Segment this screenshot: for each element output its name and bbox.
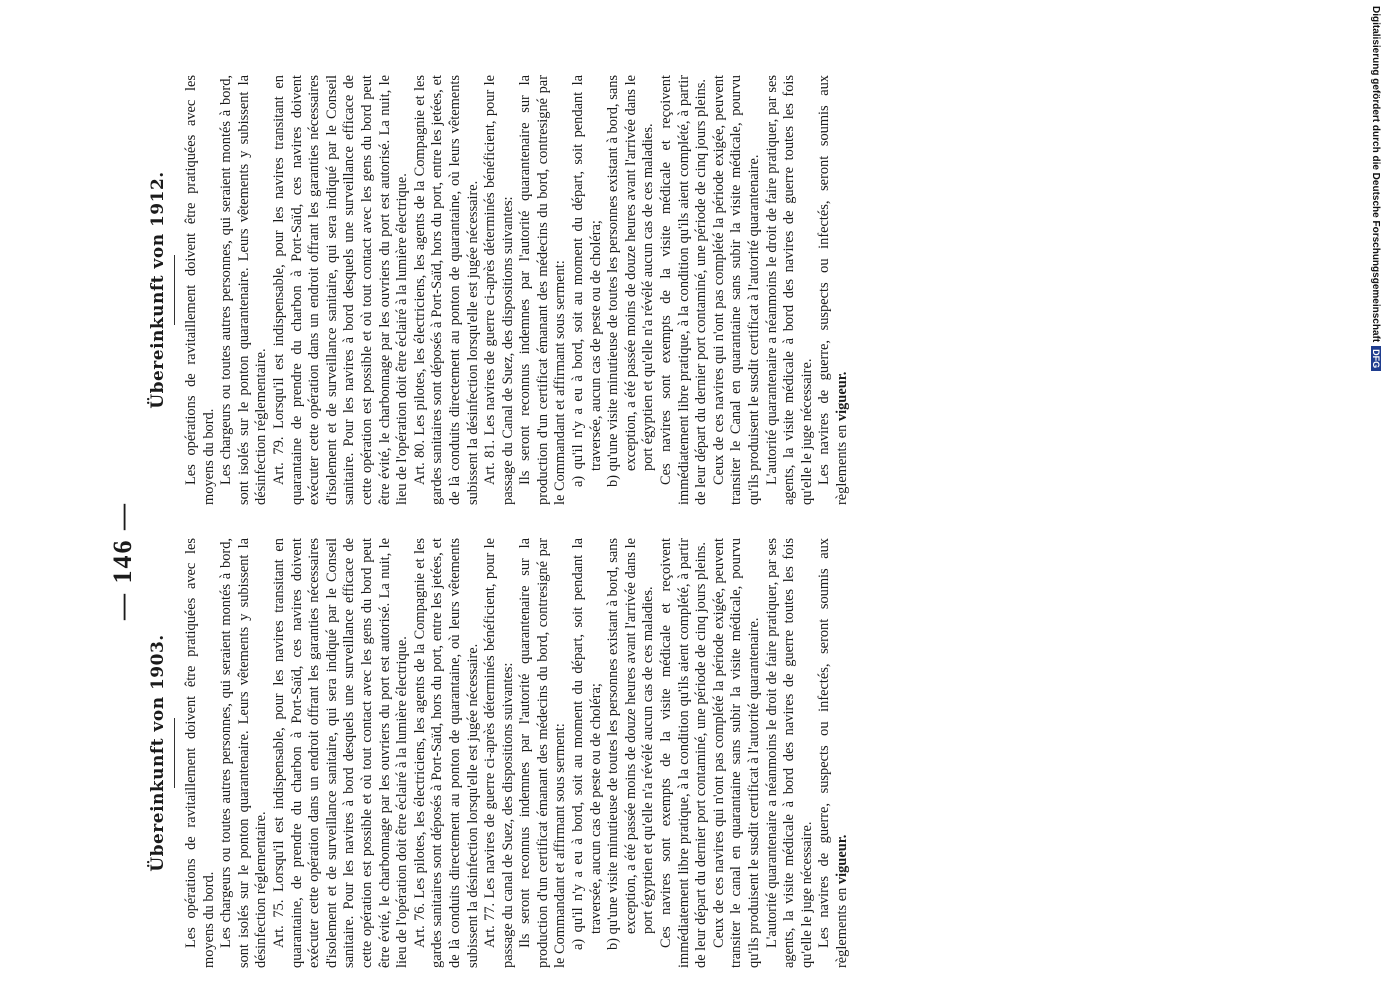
paragraph: Les opérations de ravitaillement doivent être pratiquées avec les moyens du bord.	[183, 538, 217, 968]
paragraph: Ils seront reconnus indemnes par l'autorité quarantenaire sur la production d'un certificat émanant des médecins du bord, contresigné par le Commandant et affirmant sous serment:	[517, 538, 569, 968]
paragraph: Art. 75. Lorsqu'il est indispensable, pour les navires transitant en quarantaine, de prendre du charbon à Port-Saïd, ces navires doivent exécuter cette opération dans un endroit offrant les garanties nécessaires d'isolement et de surveillance sanitaire, qui sera indiqué par le Conseil sanitaire. Pour les navires à bord desquels une surveillance efficace de cette opération est possible et où tout contact avec les gens du bord peut être évité, le charbonnage par les ouvriers du port est autorisé. La nuit, le lieu de l'opération doit être éclairé à la lumière électrique.	[270, 538, 411, 968]
list-item: b) qu'une visite minutieuse de toutes les personnes existant à bord, sans exception, a été passée moins de douze heures avant l'arrivée dans le port égyptien et qu'elle n'a révélé aucun cas de ces maladies.	[605, 75, 657, 487]
column-text	[183, 75, 852, 505]
list-item: a) qu'il n'y a eu à bord, soit au moment du départ, soit pendant la traversée, aucun cas de peste ou de choléra;	[570, 75, 604, 487]
column-heading: Übereinkunft von 1912.	[148, 171, 168, 409]
page-number: — 146 —	[108, 502, 137, 620]
paragraph: Ceux de ces navires qui n'ont pas complété la période exigée, peuvent transiter le canal en quarantaine sans subir la visite médicale, pourvu qu'ils produisent le susdit certificat à l'autorité quarantenaire.	[710, 538, 762, 968]
paragraph: Art. 81. Les navires de guerre ci-après déterminés bénéficient, pour le passage du Canal de Suez, des dispositions suivantes:	[482, 75, 516, 505]
paragraph: L'autorité quarantenaire a néanmoins le droit de faire pratiquer, par ses agents, la visite médicale à bord des navires de guerre toutes les fois qu'elle le juge nécessaire.	[763, 75, 815, 505]
emphasis-word: vigueur.	[833, 371, 850, 422]
column-text	[183, 538, 852, 968]
list-item: b) qu'une visite minutieuse de toutes les personnes existant à bord, sans exception, a été passée moins de douze heures avant l'arrivée dans le port égyptien et qu'elle n'a révélé aucun cas de ces maladies.	[605, 538, 657, 950]
list-item: a) qu'il n'y a eu à bord, soit au moment du départ, soit pendant la traversée, aucun cas de peste ou de choléra;	[570, 538, 604, 950]
funding-note-text: Digitalisierung gefördert durch die Deutsche Forschungsgemeinschaft	[1370, 6, 1381, 343]
paragraph: Les chargeurs ou toutes autres personnes, qui seraient montés à bord, sont isolés sur le ponton quarantenaire. Leurs vêtements y subissent la désinfection réglementaire.	[218, 538, 270, 968]
paragraph: Ils seront reconnus indemnes par l'autorité quarantenaire sur la production d'un certificat émanant des médecins du bord, contresigné par le Commandant et affirmant sous serment:	[517, 75, 569, 505]
paragraph: Les opérations de ravitaillement doivent être pratiquées avec les moyens du bord.	[183, 75, 217, 505]
funding-note	[1370, 6, 1381, 371]
paragraph: Ces navires sont exempts de la visite médicale et reçoivent immédiatement libre pratique, à la condition qu'ils aient complété, à partir de leur départ du dernier port contaminé, une période de cinq jours pleins.	[658, 538, 710, 968]
paragraph: L'autorité quarantenaire a néanmoins le droit de faire pratiquer, par ses agents, la visite médicale à bord des navires de guerre toutes les fois qu'elle le juge nécessaire.	[763, 538, 815, 968]
dfg-logo: DFG	[1371, 346, 1381, 371]
paragraph: Art. 76. Les pilotes, les électriciens, les agents de la Compagnie et les gardes sanitaires sont déposés à Port-Saïd, hors du port, entre les jetées, et de là conduits directement au ponton de quarantaine, où leurs vêtements subissent la désinfection lorsqu'elle est jugée nécessaire.	[411, 538, 481, 968]
paragraph: Les navires de guerre, suspects ou infectés, seront soumis aux règlements en vigueur.	[816, 75, 850, 505]
column-1903	[148, 538, 852, 968]
paragraph: Art. 80. Les pilotes, les électriciens, les agents de la Compagnie et les gardes sanitaires sont déposés à Port-Saïd, hors du port, entre les jetées, et de là conduits directement au ponton de quarantaine, où leurs vêtements subissent la désinfection lorsqu'elle est jugée nécessaire.	[411, 75, 481, 505]
emphasis-word: vigueur.	[833, 834, 850, 885]
paragraph: Ces navires sont exempts de la visite médicale et reçoivent immédiatement libre pratique, à la condition qu'ils aient complété, à partir de leur départ du dernier port contaminé, une période de cinq jours pleins.	[658, 75, 710, 505]
paragraph: Art. 79. Lorsqu'il est indispensable, pour les navires transitant en quarantaine de prendre du charbon à Port-Saïd, ces navires doivent exécuter cette opération dans un endroit offrant les garanties nécessaires d'isolement et de surveillance sanitaire, qui sera indiqué par le Conseil sanitaire. Pour les navires à bord desquels une surveillance efficace de cette opération est possible et où tout contact avec les gens du bord peut être évité, le charbonnage par les ouvriers du port est autorisé. La nuit, le lieu de l'opération doit être éclairé à la lumière électrique.	[270, 75, 411, 505]
paragraph: Art. 77. Les navires de guerre ci-après déterminés bénéficient, pour le passage du canal de Suez, des dispositions suivantes:	[482, 538, 516, 968]
heading-rule	[174, 718, 175, 788]
column-1912-body	[148, 75, 852, 505]
paragraph: Les navires de guerre, suspects ou infectés, seront soumis aux règlements en vigueur.	[816, 538, 850, 968]
column-heading: Übereinkunft von 1903.	[148, 634, 168, 872]
heading-rule	[174, 255, 175, 325]
paragraph: Les chargeurs ou toutes autres personnes, qui seraient montés à bord, sont isolés sur le ponton quarantenaire. Leurs vêtements y subissent la désinfection réglementaire.	[218, 75, 270, 505]
paragraph: Ceux de ces navires qui n'ont pas complété la période exigée, peuvent transiter le Canal en quarantaine sans subir la visite médicale, pourvu qu'ils produisent le susdit certificat à l'autorité quarantenaire.	[710, 75, 762, 505]
